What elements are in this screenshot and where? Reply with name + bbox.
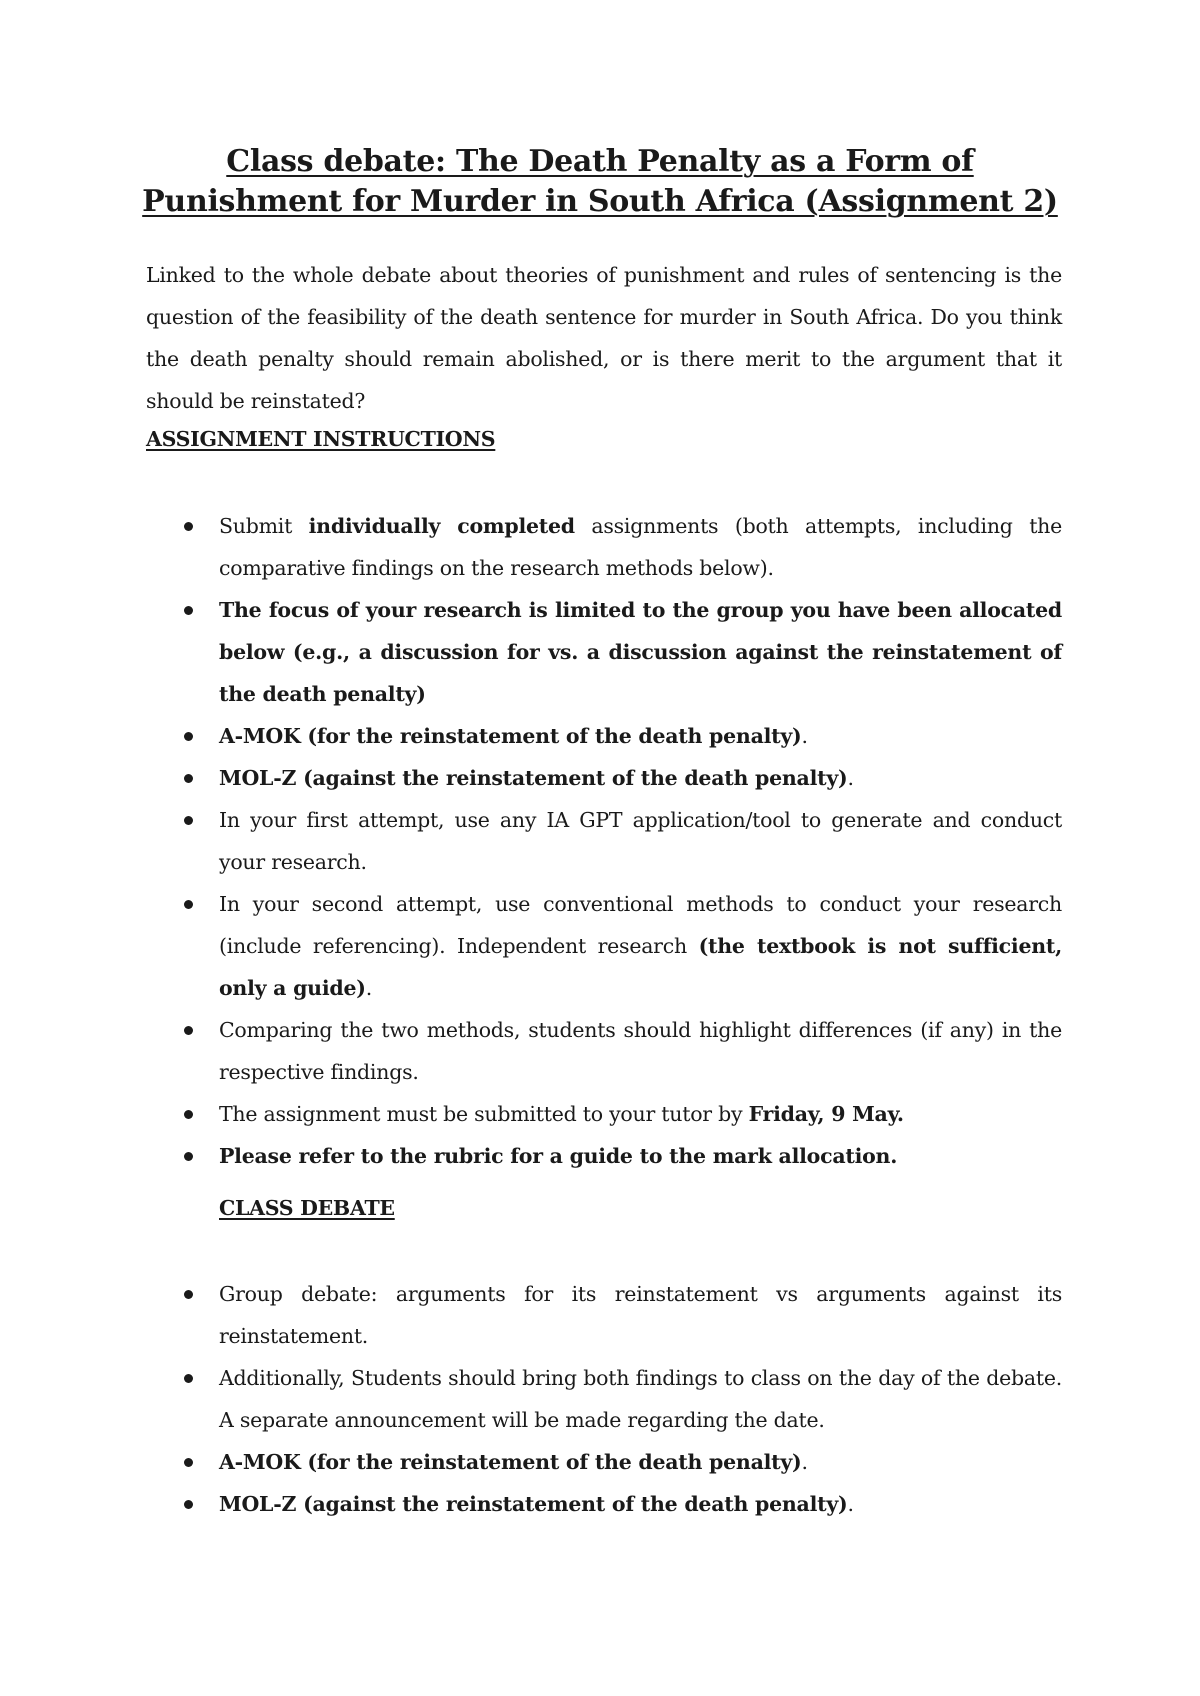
list-item: A-MOK (for the reinstatement of the death penalty).: [0, 1441, 1062, 1483]
document-title: Class debate: The Death Penalty as a Form of Punishment for Murder in South Africa (Assignment 2): [142, 144, 1058, 219]
list-item: MOL-Z (against the reinstatement of the death penalty).: [0, 757, 1062, 799]
bullet-icon: [184, 774, 193, 783]
bullet-icon: [184, 1152, 193, 1161]
list-item: A-MOK (for the reinstatement of the death penalty).: [0, 715, 1062, 757]
bullet-icon: [184, 900, 193, 909]
list-item: MOL-Z (against the reinstatement of the death penalty).: [0, 1483, 1062, 1525]
list-item: Submit individually completed assignments (both attempts, including the comparative findings on the research methods below).: [0, 505, 1062, 589]
bullet-icon: [184, 732, 193, 741]
bullet-icon: [184, 816, 193, 825]
bullet-icon: [184, 1110, 193, 1119]
bullet-icon: [184, 522, 193, 531]
bullet-icon: [184, 1500, 193, 1509]
list-item: In your first attempt, use any IA GPT application/tool to generate and conduct your research.: [0, 799, 1062, 883]
assignment-instructions-heading: ASSIGNMENT INSTRUCTIONS: [146, 427, 496, 451]
class-debate-list: [0, 1273, 1062, 1525]
bullet-icon: [184, 1026, 193, 1035]
list-item: Group debate: arguments for its reinstatement vs arguments against its reinstatement.: [0, 1273, 1062, 1357]
intro-paragraph: Linked to the whole debate about theories of punishment and rules of sentencing is the question of the feasibility of the death sentence for murder in South Africa. Do you think the death penalty should remain abolished, or is there merit to the argument that it should be reinstated?: [146, 263, 1062, 413]
list-item: Additionally, Students should bring both findings to class on the day of the debate. A separate announcement will be made regarding the date.: [0, 1357, 1062, 1441]
list-item: The assignment must be submitted to your tutor by Friday, 9 May.: [0, 1093, 1062, 1135]
class-debate-heading: CLASS DEBATE: [219, 1196, 395, 1220]
list-item: Comparing the two methods, students should highlight differences (if any) in the respective findings.: [0, 1009, 1062, 1093]
bullet-icon: [184, 1374, 193, 1383]
bullet-icon: [184, 606, 193, 615]
bullet-icon: [184, 1290, 193, 1299]
list-item: The focus of your research is limited to the group you have been allocated below (e.g., a discussion for vs. a discussion against the reinstatement of the death penalty): [0, 589, 1062, 715]
list-item: In your second attempt, use conventional methods to conduct your research (include referencing). Independent research (the textbook is not sufficient, only a guide).: [0, 883, 1062, 1009]
assignment-instructions-list: [0, 505, 1062, 1177]
bullet-icon: [184, 1458, 193, 1467]
list-item: Please refer to the rubric for a guide to the mark allocation.: [0, 1135, 1062, 1177]
